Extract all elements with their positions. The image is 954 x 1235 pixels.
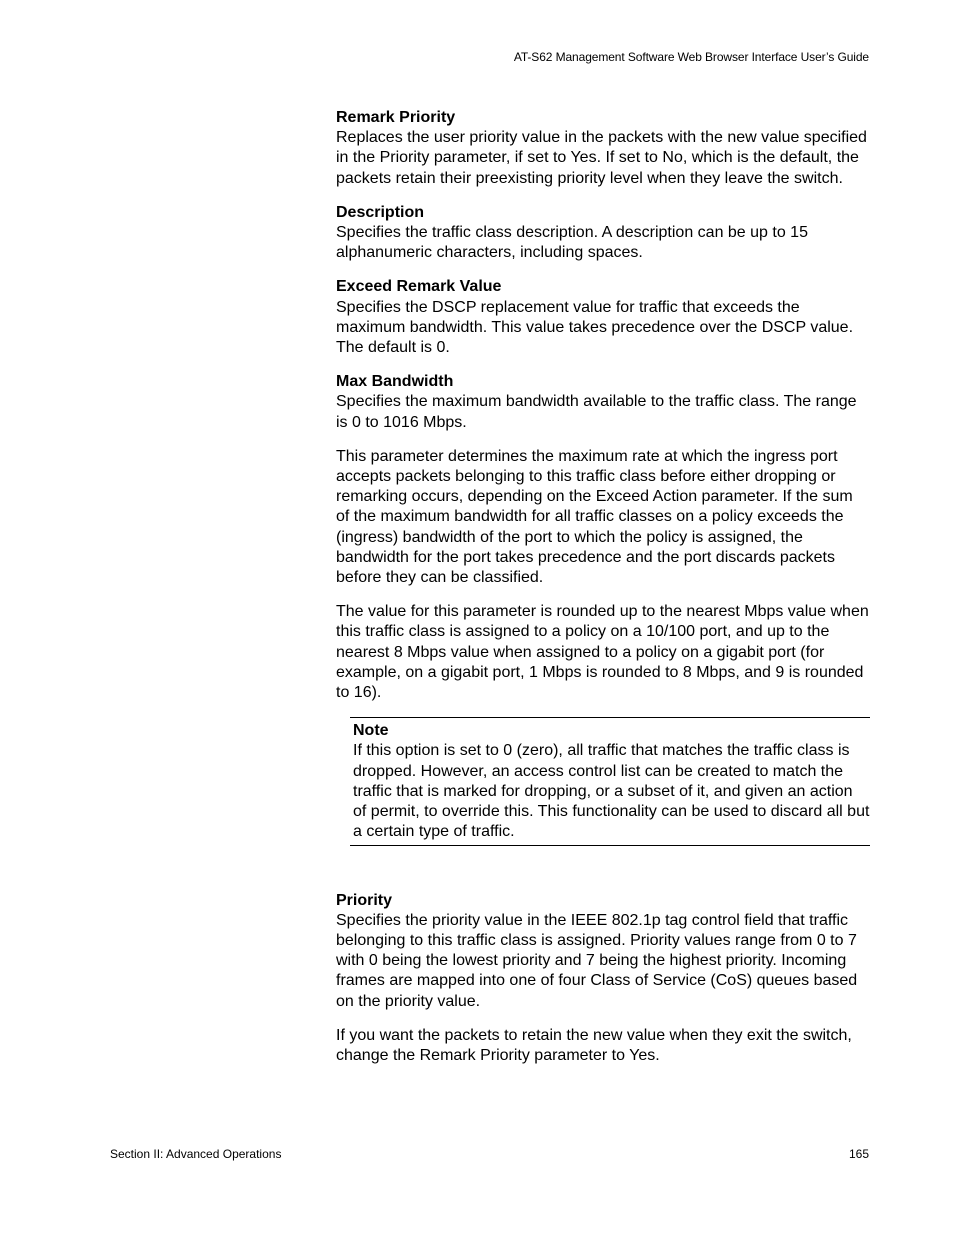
page-content — [336, 108, 870, 1080]
entry-body: Specifies the priority value in the IEEE 802.1p tag control field that traffic belonging to this traffic class is assigned. Priority values range from 0 to 7 with 0 being the lowest priority and 7 being the highest priority. Incoming frames are mapped into one of four Class of Service (CoS) queues based on the priority value. — [336, 911, 858, 1010]
entry-priority — [336, 891, 870, 1012]
entry-body: Replaces the user priority value in the packets with the new value specified in the Priority parameter, if set to Yes. If set to No, which is the default, the packets retain their preexisting priority level when they leave the switch. — [336, 129, 867, 187]
entry-title: Remark Priority — [336, 109, 456, 126]
entry-title: Max Bandwidth — [336, 373, 454, 391]
entry-exceed-remark-value — [336, 277, 870, 358]
note-body: If this option is set to 0 (zero), all traffic that matches the traffic class is dropped. However, an access control list can be created to match the traffic that is marked for dropping, or a subset of it, and given an action of permit, to override this. This functionality can be used to discard all but a certain type of traffic. — [353, 742, 870, 841]
priority-paragraph-2: If you want the packets to retain the new value when they exit the switch, change the Remark Priority parameter to Yes. — [336, 1026, 852, 1064]
entry-title: Priority — [336, 891, 393, 909]
footer-section-label: Section II: Advanced Operations — [110, 1147, 282, 1161]
page-number: 165 — [848, 1147, 869, 1161]
max-bandwidth-paragraph-2: This parameter determines the maximum rate at which the ingress port accepts packets belonging to this traffic class before either dropping or remarking occurs, depending on the Exceed Action parameter. If the sum of the maximum bandwidth for all traffic classes on a policy exceeds the (ingress) bandwidth of the port to which the policy is assigned, the bandwidth for the port takes precedence and the port discards packets before they can be classified. — [336, 447, 853, 587]
entry-title: Exceed Remark Value — [336, 278, 502, 296]
entry-title: Description — [336, 203, 425, 221]
max-bandwidth-paragraph-3: The value for this parameter is rounded up to the nearest Mbps value when this traffic class is assigned to a policy on a 10/100 port, and up to the nearest 8 Mbps value when assigned to a policy on a gigabit port (for example, on a gigabit port, 1 Mbps is rounded to 8 Mbps, and 9 is rounded to 16). — [336, 603, 869, 702]
entry-remark-priority — [336, 108, 870, 189]
running-header: AT-S62 Management Software Web Browser Interface User’s Guide — [513, 50, 869, 64]
note-box — [350, 717, 870, 845]
entry-body: Specifies the maximum bandwidth available to the traffic class. The range is 0 to 1016 Mbps. — [336, 393, 857, 431]
entry-description — [336, 203, 870, 264]
note-title: Note — [353, 722, 389, 740]
entry-max-bandwidth — [336, 372, 870, 433]
entry-body: Specifies the traffic class description. A description can be up to 15 alphanumeric characters, including spaces. — [336, 224, 808, 262]
entry-body: Specifies the DSCP replacement value for traffic that exceeds the maximum bandwidth. This value takes precedence over the DSCP value. The default is 0. — [336, 298, 854, 357]
